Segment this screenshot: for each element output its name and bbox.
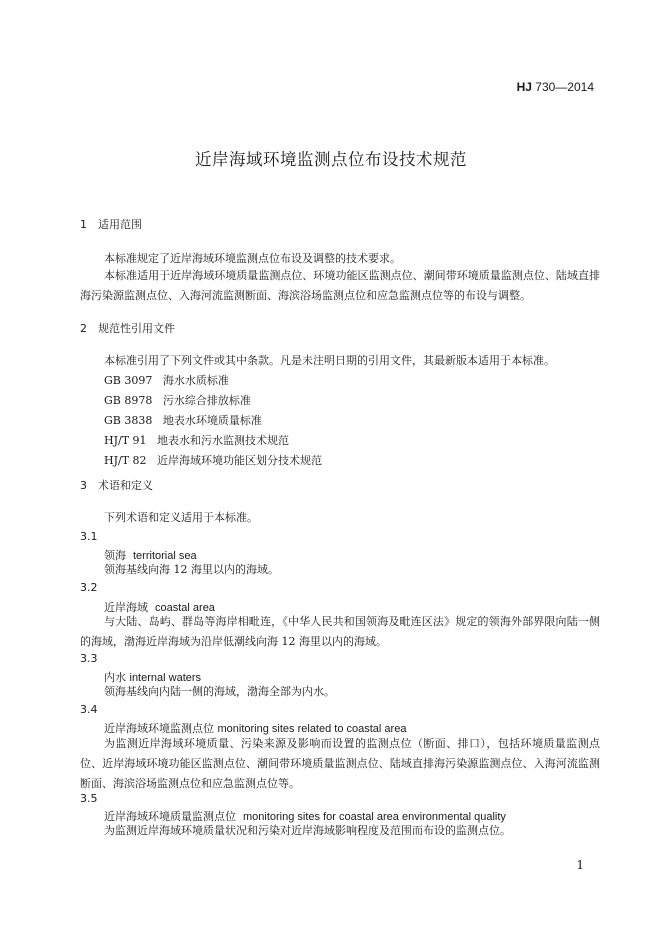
term-heading: 近岸海域 coastal area — [104, 601, 215, 614]
term-definition: 为监测近岸海域环境质量、污染来源及影响而设置的监测点位（断面、排口），包括环境质量监测点位、近岸海域环境功能区监测点位、潮间带环境质量监测点位、陆域直排海污染源监测点位、入海河流监测断面、海滨浴场监测点位和应急监测点位等。 — [80, 737, 600, 790]
term-number: 3.2 — [80, 581, 98, 594]
term-definition: 领海基线向内陆一侧的海域，渤海全部为内水。 — [104, 685, 335, 698]
s2-intro: 本标准引用了下列文件或其中条款。凡是未注明日期的引用文件，其最新版本适用于本标准。 — [104, 354, 555, 367]
s1-paragraph-1: 本标准规定了近岸海域环境监测点位布设及调整的技术要求。 — [104, 252, 401, 265]
term-number: 3.1 — [80, 530, 98, 543]
term-definition: 为监测近岸海域环境质量状况和污染对近岸海域影响程度及范围而布设的监测点位。 — [104, 824, 511, 837]
reference-item: GB 3838 地表水环境质量标准 — [104, 414, 262, 427]
reference-item: HJ/T 82 近岸海域环境功能区划分技术规范 — [104, 454, 323, 467]
reference-item: GB 8978 污水综合排放标准 — [104, 394, 251, 407]
standard-code: HJ 730—2014 — [516, 80, 594, 94]
term-heading: 近岸海域环境监测点位 monitoring sites related to coastal area — [104, 722, 407, 735]
term-definition: 与大陆、岛屿、群岛等海岸相毗连，《中华人民共和国领海及毗连区法》规定的领海外部界限向陆一侧的海域，渤海近岸海域为沿岸低潮线向海 12 海里以内的海域。 — [80, 615, 600, 648]
reference-item: HJ/T 91 地表水和污水监测技术规范 — [104, 434, 290, 447]
section-2-heading: 2 规范性引用文件 — [80, 322, 175, 335]
s3-intro: 下列术语和定义适用于本标准。 — [104, 511, 258, 524]
term-heading: 内水 internal waters — [104, 671, 202, 684]
reference-item: GB 3097 海水水质标准 — [104, 374, 229, 387]
s1-paragraph-2: 本标准适用于近岸海域环境质量监测点位、环境功能区监测点位、潮间带环境质量监测点位、陆域直排海污染源监测点位、入海河流监测断面、海滨浴场监测点位和应急监测点位等的布设与调整。 — [80, 269, 600, 302]
term-number: 3.4 — [80, 703, 98, 716]
page-number: 1 — [576, 858, 584, 872]
term-number: 3.3 — [80, 652, 98, 665]
term-definition: 领海基线向海 12 海里以内的海域。 — [104, 563, 279, 576]
term-heading: 领海 territorial sea — [104, 549, 197, 562]
term-heading: 近岸海域环境质量监测点位 monitoring sites for coastal area environmental quality — [104, 810, 506, 823]
document-title: 近岸海域环境监测点位布设技术规范 — [195, 150, 467, 169]
section-3-heading: 3 术语和定义 — [80, 479, 153, 492]
term-number: 3.5 — [80, 792, 98, 805]
section-1-heading: 1 适用范围 — [80, 218, 142, 231]
